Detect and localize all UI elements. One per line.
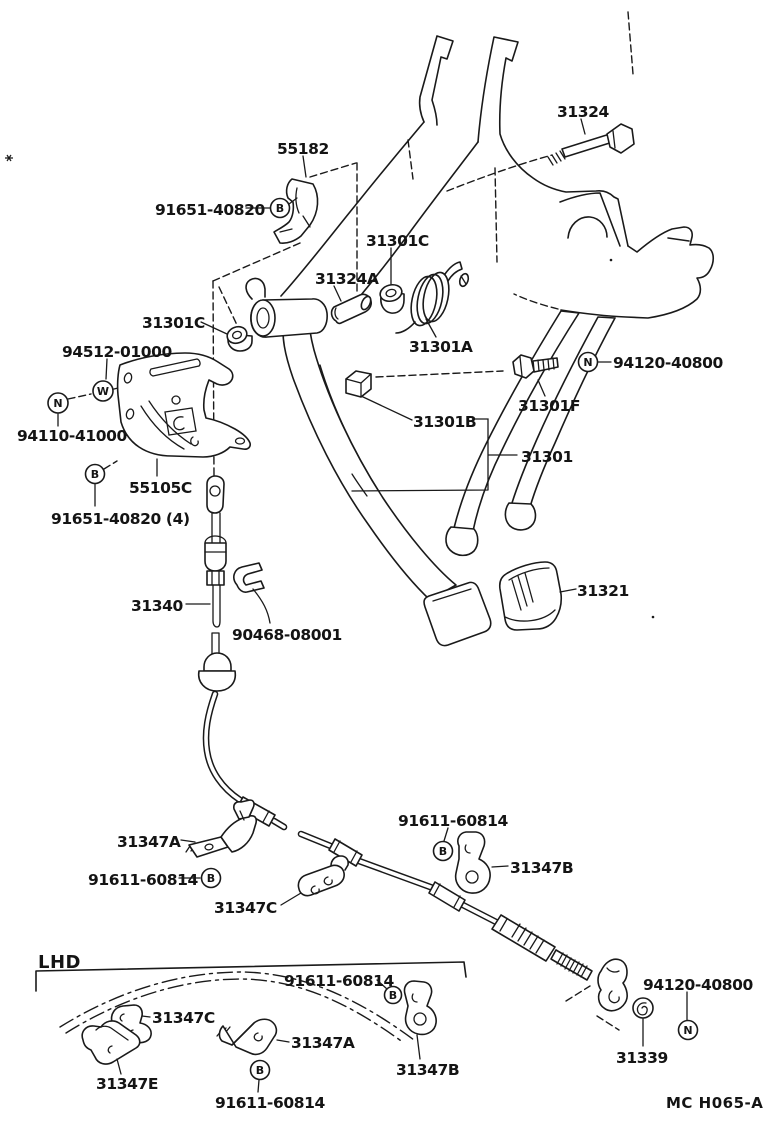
nut-symbol-letter: N — [583, 356, 593, 369]
lhd-bracket-line — [36, 962, 466, 991]
label-31301F: 31301F — [518, 397, 581, 415]
cable-adjuster — [492, 915, 555, 961]
label-91611-60814: 91611-60814 — [88, 871, 198, 889]
label-31324: 31324 — [557, 103, 609, 121]
label-94110-41000: 94110-41000 — [17, 427, 127, 445]
bolt-symbol-letter: B — [206, 872, 216, 885]
bushing-31301C-left — [225, 324, 252, 351]
label-31301B: 31301B — [413, 413, 477, 431]
label-31301: 31301 — [521, 448, 573, 466]
bolt-symbol-letter: B — [255, 1064, 265, 1077]
nut-symbol-letter: N — [53, 397, 63, 410]
clamp-31347A-lhd — [217, 1019, 276, 1054]
lhd-section — [36, 962, 466, 1064]
label-55105C: 55105C — [129, 479, 192, 497]
bolt-symbol — [86, 465, 105, 484]
label-lhd-section: LHD — [38, 952, 81, 973]
label-91651-40820: 91651-40820 — [155, 201, 265, 219]
label-31301A: 31301A — [409, 338, 473, 356]
label-31324A: 31324A — [315, 270, 379, 288]
grommet-31339 — [633, 998, 653, 1018]
bolt-symbol — [251, 1061, 270, 1080]
clamp-31347C-main — [298, 856, 348, 896]
label-94512-01000: 94512-01000 — [62, 343, 172, 361]
label-31347C: 31347C — [214, 899, 277, 917]
label-31347A: 31347A — [291, 1034, 355, 1052]
label-31339: 31339 — [616, 1049, 668, 1067]
cable-clevis — [207, 476, 224, 513]
part-labels — [17, 103, 763, 1112]
cable-grommet — [204, 653, 231, 671]
label-31347A: 31347A — [117, 833, 181, 851]
pivot-pin-31324A — [332, 294, 373, 323]
label-91611-60814: 91611-60814 — [284, 972, 394, 990]
bolt-symbol-letter: B — [275, 202, 285, 215]
page-code: MC H065-A — [666, 1094, 764, 1112]
label-31347E: 31347E — [96, 1075, 159, 1093]
label-31301C: 31301C — [366, 232, 429, 250]
bracket-55105C — [118, 353, 251, 457]
bolt-symbol — [271, 199, 290, 218]
nut-symbol — [579, 353, 598, 372]
cable-threaded-end — [551, 950, 592, 980]
clip-90468-08001 — [234, 563, 264, 592]
bolt-symbol-letter: B — [438, 845, 448, 858]
nut-symbol-letter: N — [683, 1024, 693, 1037]
label-31321: 31321 — [577, 582, 629, 600]
bolt-31324 — [548, 124, 634, 165]
cable-end-hook — [598, 959, 627, 1011]
label-31340: 31340 — [131, 597, 183, 615]
clamp-31347B-main — [456, 832, 490, 893]
bolt-symbol-letter: B — [90, 468, 100, 481]
bolt-symbol — [202, 869, 221, 888]
corner-print-mark — [5, 155, 13, 161]
label-31301C: 31301C — [142, 314, 205, 332]
nut-symbol — [48, 393, 68, 413]
label-91651-40820-qty4: 91651-40820 (4) — [51, 510, 190, 528]
bolt-symbol-letter: B — [388, 989, 398, 1002]
bushing-31301C-right — [378, 282, 404, 313]
washer-symbol — [93, 381, 113, 401]
label-90468-08001: 90468-08001 — [232, 626, 342, 644]
label-94120-40800: 94120-40800 — [643, 976, 753, 994]
label-91611-60814: 91611-60814 — [398, 812, 508, 830]
label-31347C: 31347C — [152, 1009, 215, 1027]
bolt-symbol — [434, 842, 453, 861]
square-nut-31301B — [346, 371, 371, 397]
label-94120-40800: 94120-40800 — [613, 354, 723, 372]
return-spring-31301A — [396, 262, 470, 333]
nut-symbol — [679, 1021, 698, 1040]
label-55182: 55182 — [277, 140, 329, 158]
clamp-31347B-lhd — [404, 981, 436, 1034]
label-31347B: 31347B — [510, 859, 574, 877]
clamp-31347A-main — [186, 800, 256, 857]
clutch-pedal-arm — [246, 278, 491, 645]
washer-symbol-letter: W — [96, 385, 110, 398]
label-91611-60814: 91611-60814 — [215, 1094, 325, 1112]
label-31347B: 31347B — [396, 1061, 460, 1079]
